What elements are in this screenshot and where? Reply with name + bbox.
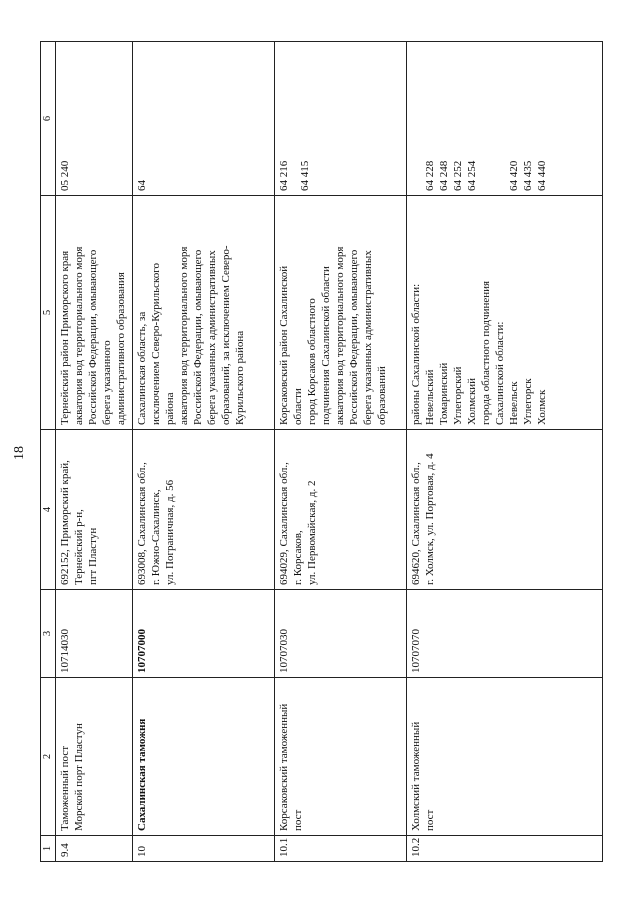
okato-line: 64 254: [466, 160, 478, 191]
page-number-wrap: [0, 0, 40, 905]
okato-line: 64 420: [508, 160, 520, 191]
area-line: Сахалинская область, за: [136, 311, 148, 425]
customs-address: [407, 430, 603, 590]
okato-line: 64 216: [278, 160, 290, 191]
area-line: административного образования: [115, 272, 127, 425]
name-line: Корсаковский таможенный: [278, 703, 290, 831]
area-line: Российской Федерации, омывающего: [348, 249, 360, 425]
name-line: Сахалинская таможня: [136, 718, 148, 831]
row-number: 10: [133, 836, 275, 862]
okato-code: [275, 42, 407, 196]
okato-line: 05 240: [59, 160, 71, 191]
customs-name: [275, 678, 407, 836]
area-line: акватория вод территориального моря: [73, 246, 85, 425]
service-area: [275, 196, 407, 430]
row-number: 9.4: [56, 836, 133, 862]
okato-line: 64 228: [424, 160, 436, 191]
row-number: 10.1: [275, 836, 407, 862]
okato-code: [407, 42, 603, 196]
column-header: 2: [41, 678, 56, 836]
address-line: г. Южно-Сахалинск,: [150, 489, 162, 585]
okato-code: [133, 42, 275, 196]
name-line: пост: [424, 809, 436, 831]
column-header: 3: [41, 590, 56, 678]
address-line: 694620, Сахалинская обл.,: [410, 462, 422, 585]
area-line: Томаринский: [438, 362, 450, 425]
okato-line: [493, 46, 507, 191]
customs-code: 10714030: [56, 590, 133, 678]
service-area: [56, 196, 133, 430]
customs-name: [56, 678, 133, 836]
okato-line: 64 415: [299, 160, 311, 191]
area-line: образований, за исключением Северо-: [220, 245, 232, 425]
table-row: [56, 42, 133, 862]
address-line: ул. Пограничная, д. 56: [164, 479, 176, 585]
area-line: района: [164, 392, 176, 425]
area-line: районы Сахалинской области:: [410, 283, 422, 425]
area-line: Невельский: [424, 369, 436, 425]
area-line: акватория вод территориального моря: [334, 246, 346, 425]
okato-line: [479, 46, 493, 191]
area-line: берега указанных административных: [206, 250, 218, 425]
area-line: области: [292, 388, 304, 425]
area-line: Холмск: [536, 389, 548, 425]
column-header: 4: [41, 430, 56, 590]
area-line: Холмский: [466, 377, 478, 425]
area-line: Российской Федерации, омывающего: [87, 249, 99, 425]
table-row: [275, 42, 407, 862]
okato-line: 64 440: [536, 160, 548, 191]
address-line: г. Холмск, ул. Портовая, д. 4: [424, 453, 436, 585]
address-line: 693008, Сахалинская обл.,: [136, 462, 148, 585]
customs-address: [275, 430, 407, 590]
area-line: Невельск: [508, 381, 520, 425]
okato-line: 64 435: [522, 160, 534, 191]
customs-address: [133, 430, 275, 590]
customs-name: [133, 678, 275, 836]
area-line: город Корсаков областного: [306, 298, 318, 425]
okato-line: [409, 46, 423, 191]
customs-address: [56, 430, 133, 590]
area-line: города областного подчинения: [480, 280, 492, 425]
service-area: [407, 196, 603, 430]
customs-code: 10707030: [275, 590, 407, 678]
area-line: Углегорск: [522, 378, 534, 425]
table-row: [407, 42, 603, 862]
rotated-table-sheet: [40, 42, 600, 862]
area-line: Курильского района: [234, 330, 246, 425]
okato-code: [56, 42, 133, 196]
page-number: 18: [12, 445, 27, 460]
area-line: Углегорский: [452, 366, 464, 425]
address-line: 692152, Приморский край,: [59, 460, 71, 585]
header-row: [41, 42, 56, 862]
area-line: Российской Федерации, омывающего: [192, 249, 204, 425]
customs-code: 10707070: [407, 590, 603, 678]
column-header: 6: [41, 42, 56, 196]
name-line: Морской порт Пластун: [73, 723, 85, 831]
area-line: подчинения Сахалинской области: [320, 266, 332, 425]
address-line: 694029, Сахалинская обл.,: [278, 462, 290, 585]
service-area: [133, 196, 275, 430]
area-line: исключением Северо-Курильского: [150, 262, 162, 425]
column-header: 5: [41, 196, 56, 430]
table-row: [133, 42, 275, 862]
address-line: г. Корсаков,: [292, 530, 304, 585]
area-line: Тернейский район Приморского края: [59, 250, 71, 425]
okato-line: 64 248: [438, 160, 450, 191]
area-line: акватория вод территориального моря: [178, 246, 190, 425]
name-line: Холмский таможенный: [410, 721, 422, 831]
area-line: Корсаковский район Сахалинской: [278, 265, 290, 425]
area-line: берега указанного: [101, 340, 113, 425]
area-line: Сахалинской области:: [494, 321, 506, 425]
name-line: пост: [292, 809, 304, 831]
address-line: Тернейский р-н,: [73, 509, 85, 585]
area-line: берега указанных административных: [362, 250, 374, 425]
customs-table: [40, 41, 603, 862]
okato-line: [291, 46, 298, 191]
area-line: образований: [376, 366, 388, 425]
address-line: пгт Пластун: [87, 527, 99, 585]
name-line: Таможенный пост: [59, 745, 71, 831]
address-line: ул. Первомайская, д. 2: [306, 480, 318, 585]
okato-line: 64 252: [452, 160, 464, 191]
okato-line: 64: [136, 180, 148, 191]
column-header: 1: [41, 836, 56, 862]
row-number: 10.2: [407, 836, 603, 862]
customs-code: 10707000: [133, 590, 275, 678]
customs-name: [407, 678, 603, 836]
